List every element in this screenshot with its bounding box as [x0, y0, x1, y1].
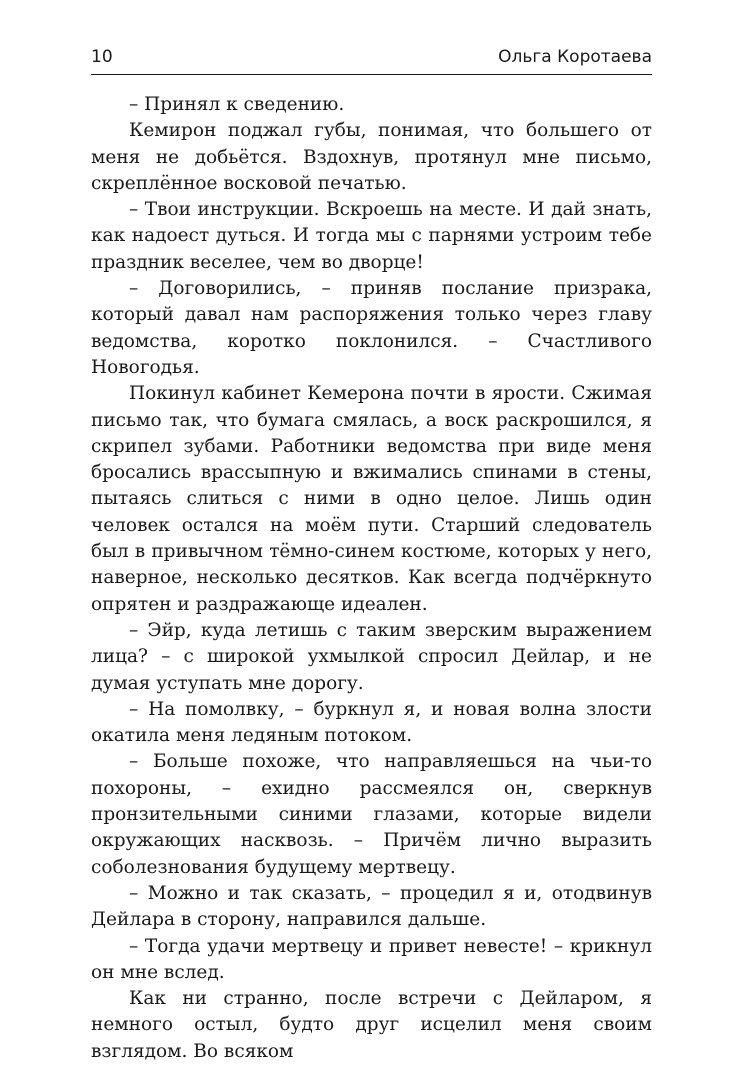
paragraph: – Принял к сведению.	[129, 94, 345, 115]
paragraph: – На помолвку, – буркнул я, и новая волна злости окатила меня ледяным потоком.	[91, 698, 652, 747]
author-name: Ольга Коротаева	[498, 47, 652, 67]
body-text	[91, 92, 652, 1065]
paragraph: Покинул кабинет Кемерона почти в ярости. Сжимая письмо так, что бумага смялась, а воск раскрошился, я скрипел зубами. Работники ведомства при виде меня бросались врассыпную и вжимались спинами в стены, пытаясь слиться с ними в одно целое. Лишь один человек остался на моём пути. Старший следователь был в привычном тёмно-синем костюме, которых у него, наверное, несколько десятков. Как всегда подчёркнуто опрятен и раздражающе идеален.	[91, 383, 652, 615]
paragraph: – Договорились, – приняв послание призрака, который давал нам распоряжения только через главу ведомства, коротко поклонился. – Счастливого Новогодья.	[91, 278, 652, 378]
paragraph: – Эйр, куда летишь с таким зверским выражением лица? – с широкой ухмылкой спросил Дейлар, и не думая уступать мне дорогу.	[91, 619, 652, 694]
running-header	[91, 46, 652, 75]
paragraph: – Больше похоже, что направляешься на чьи-то похороны, – ехидно рассмеялся он, сверкнув пронзительными синими глазами, которые видели окружающих насквозь. – Причём лично выразить соболезнования будущему мертвецу.	[91, 751, 652, 878]
page-number: 10	[91, 47, 113, 67]
paragraph: Как ни странно, после встречи с Дейларом, я немного остыл, будто друг исцелил меня своим взглядом. Во всяком	[91, 988, 652, 1062]
paragraph: – Твои инструкции. Вскроешь на месте. И дай знать, как надоест дуться. И тогда мы с парнями устроим тебе праздник веселее, чем во дворце!	[91, 199, 652, 273]
paragraph: Кемирон поджал губы, понимая, что большего от меня не добьётся. Вздохнув, протянул мне письмо, скреплённое восковой печатью.	[91, 120, 652, 194]
paragraph: – Тогда удачи мертвецу и привет невесте! – крикнул он мне вслед.	[91, 935, 652, 983]
paragraph: – Можно и так сказать, – процедил я и, отодвинув Дейлара в сторону, направился дальше.	[91, 882, 652, 931]
